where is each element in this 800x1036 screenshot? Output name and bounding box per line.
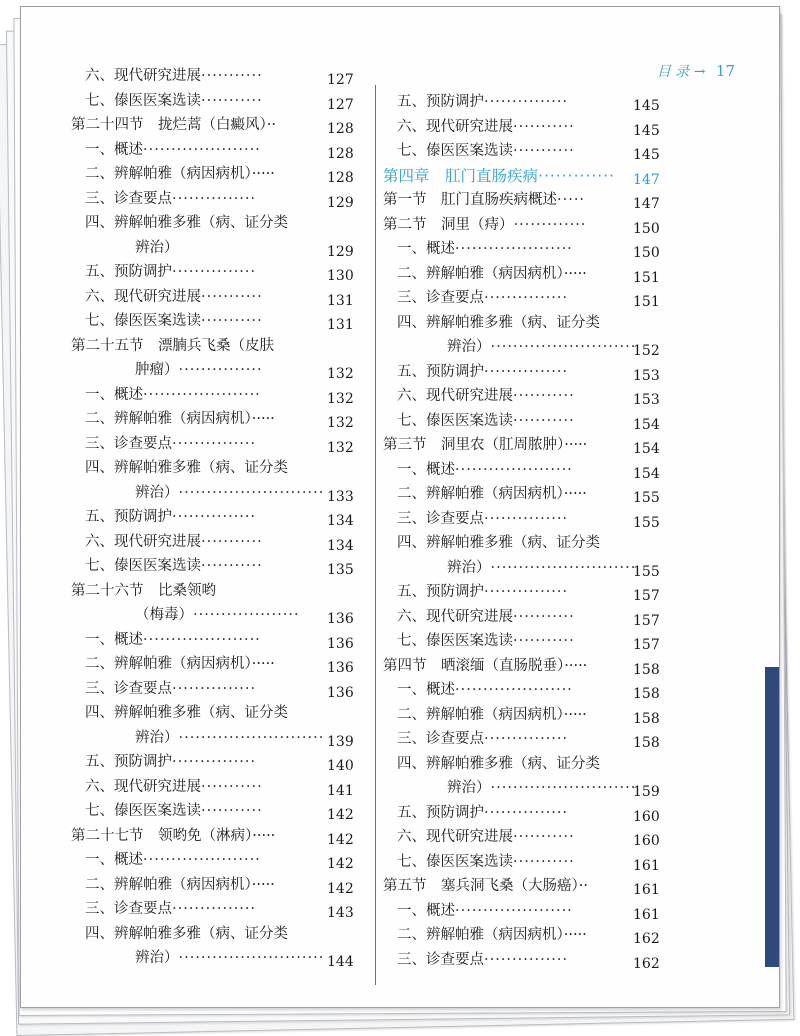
toc-page-number: 145 [633, 147, 660, 163]
toc-page-number: 145 [633, 122, 660, 139]
toc-page-number: 147 [633, 196, 660, 212]
toc-entry-text: 辨治） [135, 729, 179, 746]
toc-entry [85, 849, 261, 871]
toc-entry [85, 286, 263, 308]
toc-entry-text: 三、诊查要点 [85, 190, 172, 207]
toc-entry-text: 三、诊查要点 [397, 951, 484, 968]
toc-entry-text: 第二十五节 漂腩兵飞桑（皮肤 [71, 337, 274, 354]
toc-page-number: 142 [327, 831, 354, 848]
dot-leader: ··············· [172, 435, 257, 452]
toc-page-number: 129 [327, 194, 354, 211]
dot-leader: ··········· [201, 92, 263, 109]
dot-leader: ··············· [172, 509, 257, 525]
toc-entry [85, 776, 263, 798]
toc-page-number: 157 [633, 588, 660, 604]
toc-entry-text: 肿瘤） [135, 362, 179, 378]
toc-entry [397, 949, 568, 971]
dot-leader: ·························· [490, 559, 637, 576]
toc-entry-text: 六、现代研究进展 [85, 778, 201, 795]
dot-leader: ····················· [143, 852, 261, 868]
dot-leader: ··············· [172, 901, 257, 917]
dot-leader: ··············· [484, 290, 569, 306]
dot-leader: ··············· [484, 804, 569, 821]
toc-entry-text: 第二十六节 比桑领哟 [71, 582, 216, 599]
toc-entry [397, 483, 587, 505]
toc-entry [397, 826, 575, 848]
dot-leader: ··········· [513, 118, 575, 135]
toc-entry [135, 359, 263, 381]
toc-entry-text: 六、现代研究进展 [85, 68, 201, 84]
toc-entry [85, 261, 256, 283]
toc-page-number: 158 [633, 735, 660, 751]
toc-entry [71, 114, 276, 136]
toc-page-number: 155 [633, 514, 660, 531]
toc-entry [397, 238, 573, 260]
dot-leader: ·························· [178, 950, 325, 966]
toc-entry-text: 第二十四节 拢烂蒿（白癜风）·· [71, 117, 276, 133]
toc-page-number: 136 [327, 635, 354, 652]
toc-entry-text: 辨治） [135, 239, 179, 256]
toc-entry-text: 六、现代研究进展 [397, 388, 513, 404]
dot-leader: ··········· [201, 68, 263, 84]
toc-entry-text: 二、辨解帕雅（病因病机）····· [397, 265, 587, 282]
toc-entry-text: 三、诊查要点 [85, 435, 172, 452]
toc-entry-text: 一、概述 [85, 386, 143, 403]
dot-leader: ··········· [513, 412, 575, 429]
toc-page-number: 142 [327, 807, 354, 823]
toc-entry [397, 802, 568, 824]
toc-entry-text: 四、辨解帕雅多雅（病、证分类 [85, 215, 288, 231]
toc-entry [85, 384, 261, 406]
toc-entry [397, 312, 600, 334]
toc-page-number: 162 [633, 955, 660, 972]
toc-page-number: 143 [327, 905, 354, 921]
toc-entry [383, 875, 588, 897]
toc-page [20, 6, 780, 1008]
toc-page-number: 154 [633, 416, 660, 433]
dot-leader: ··········· [513, 388, 575, 404]
toc-entry [71, 825, 275, 847]
dot-leader: ··········· [201, 288, 263, 305]
toc-entry [397, 532, 600, 554]
toc-entry-text: 三、诊查要点 [397, 290, 484, 306]
edge-strip [765, 667, 779, 967]
toc-page-number: 154 [633, 441, 660, 457]
toc-page-number: 158 [633, 686, 660, 702]
toc-entry [397, 630, 575, 652]
toc-entry [85, 898, 256, 920]
toc-page-number: 144 [327, 954, 354, 970]
toc-entry [85, 433, 256, 455]
toc-entry [447, 557, 636, 579]
toc-entry [397, 679, 573, 701]
toc-page-number: 161 [633, 906, 660, 923]
toc-entry [85, 629, 261, 651]
toc-page-number: 159 [633, 784, 660, 800]
toc-entry [85, 702, 288, 724]
toc-entry [397, 91, 568, 113]
toc-entry [85, 506, 256, 528]
toc-page-number: 145 [633, 98, 660, 114]
toc-entry [397, 361, 568, 383]
toc-entry-text: 第四章 肛门直肠疾病 [383, 166, 539, 185]
toc-entry [383, 189, 585, 211]
dot-leader: ··············· [178, 362, 263, 378]
toc-entry [383, 655, 587, 677]
toc-entry-text: 五、预防调护 [397, 94, 484, 110]
toc-page-number: 150 [633, 245, 660, 261]
toc-entry [397, 924, 587, 946]
toc-entry-text: 六、现代研究进展 [85, 288, 201, 305]
toc-entry-text: 辨治） [447, 559, 491, 576]
toc-entry [397, 581, 568, 603]
toc-entry [383, 214, 586, 236]
dot-leader: ··············· [172, 680, 257, 697]
toc-entry-text: 一、概述 [85, 852, 143, 868]
toc-entry [85, 163, 275, 185]
dot-leader: ····················· [455, 461, 573, 478]
toc-entry-text: 第一节 肛门直肠疾病概述 [383, 192, 557, 208]
toc-entry [85, 531, 263, 553]
toc-entry [397, 753, 600, 775]
toc-page-number: 135 [327, 562, 354, 578]
dot-leader: ··············· [484, 951, 569, 968]
toc-entry [85, 678, 256, 700]
toc-entry [383, 434, 587, 456]
dot-leader: ··········· [513, 829, 575, 845]
dot-leader: ··············· [172, 754, 257, 770]
toc-entry [135, 947, 324, 969]
toc-entry [85, 874, 275, 896]
toc-entry [397, 704, 587, 726]
toc-entry-text: 四、辨解帕雅多雅（病、证分类 [85, 925, 288, 942]
dot-leader: ····················· [143, 631, 261, 648]
toc-page-number: 131 [327, 292, 354, 309]
toc-entry [85, 65, 263, 87]
toc-entry [397, 116, 575, 138]
toc-page-number: 134 [327, 513, 354, 529]
dot-leader: ············· [538, 166, 616, 185]
toc-page-number: 132 [327, 390, 354, 407]
toc-entry [85, 800, 263, 822]
toc-entry-text: 四、辨解帕雅多雅（病、证分类 [397, 535, 600, 551]
toc-entry-text: 一、概述 [397, 241, 455, 257]
toc-page-number: 155 [633, 563, 660, 580]
toc-page-number: 161 [633, 857, 660, 874]
toc-page-number: 141 [327, 782, 354, 799]
toc-entry [397, 410, 575, 432]
dot-leader: ····· [557, 192, 586, 208]
dot-leader: ·························· [178, 484, 325, 501]
toc-page-number: 152 [633, 343, 660, 359]
toc-page-number: 140 [327, 758, 354, 774]
toc-page-number: 132 [327, 439, 354, 456]
toc-entry [397, 728, 568, 750]
toc-entry-text: 二、辨解帕雅（病因病机）····· [85, 656, 275, 672]
toc-page-number: 128 [327, 121, 354, 137]
dot-leader: ··················· [193, 607, 300, 623]
toc-page-number: 147 [633, 171, 660, 188]
dot-leader: ··········· [201, 533, 263, 550]
toc-page-number: 160 [633, 808, 660, 825]
toc-page-number: 134 [327, 537, 354, 554]
toc-page-number: 127 [327, 96, 354, 113]
toc-page-number: 151 [633, 294, 660, 310]
toc-entry [397, 508, 568, 530]
toc-entry-text: 二、辨解帕雅（病因病机）····· [397, 486, 587, 502]
toc-page-number: 153 [633, 392, 660, 408]
toc-entry [397, 140, 575, 162]
toc-entry [71, 335, 274, 357]
toc-entry [85, 310, 263, 332]
toc-entry-text: 四、辨解帕雅多雅（病、证分类 [85, 705, 288, 721]
toc-entry-text: 二、辨解帕雅（病因病机）····· [397, 927, 587, 943]
toc-entry [397, 851, 575, 873]
toc-entry-text: 二、辨解帕雅（病因病机）····· [85, 876, 275, 893]
dot-leader: ··········· [201, 558, 263, 574]
toc-entry-text: 七、傣医医案选读 [85, 803, 201, 819]
dot-leader: ··········· [201, 313, 263, 329]
toc-page-number: 136 [327, 611, 354, 627]
toc-page-number: 128 [327, 145, 354, 162]
toc-entry [85, 212, 288, 234]
dot-leader: ····················· [143, 141, 261, 158]
toc-entry-text: 四、辨解帕雅多雅（病、证分类 [397, 314, 600, 331]
toc-entry-text: 一、概述 [85, 631, 143, 648]
toc-page-number: 129 [327, 243, 354, 260]
toc-entry-text: 六、现代研究进展 [397, 118, 513, 135]
toc-page-number: 142 [327, 880, 354, 897]
toc-page-number: 150 [633, 220, 660, 237]
toc-page-number: 153 [633, 367, 660, 384]
dot-leader: ··········· [513, 853, 575, 870]
dot-leader: ··············· [484, 510, 569, 527]
dot-leader: ··········· [513, 143, 575, 159]
toc-page-number: 158 [633, 710, 660, 727]
dot-leader: ··············· [484, 94, 569, 110]
toc-entry-text: 七、傣医医案选读 [397, 633, 513, 649]
dot-leader: ··············· [484, 363, 569, 380]
toc-page-number: 162 [633, 931, 660, 947]
toc-entry-text: 六、现代研究进展 [397, 608, 513, 625]
dot-leader: ····················· [455, 682, 573, 698]
toc-entry-text: 六、现代研究进展 [397, 829, 513, 845]
toc-entry-text: 一、概述 [85, 141, 143, 158]
toc-entry [85, 457, 288, 479]
toc-entry-text: 五、预防调护 [85, 264, 172, 280]
toc-entry-text: 第二节 洞里（痔） [383, 216, 514, 233]
toc-page-number: 127 [327, 72, 354, 88]
toc-page-number: 151 [633, 269, 660, 286]
toc-entry-text: 辨治） [447, 780, 491, 796]
dot-leader: ····················· [143, 386, 261, 403]
dot-leader: ··············· [484, 731, 569, 747]
toc-entry-text: 一、概述 [397, 461, 455, 478]
toc-entry [397, 263, 587, 285]
toc-page-number: 157 [633, 637, 660, 653]
dot-leader: ··········· [513, 633, 575, 649]
toc-entry-text: 六、现代研究进展 [85, 533, 201, 550]
dot-leader: ··········· [201, 778, 263, 795]
dot-leader: ··············· [172, 190, 257, 207]
toc-page-number: 128 [327, 170, 354, 186]
column-divider [375, 85, 376, 985]
toc-entry-text: 二、辨解帕雅（病因病机）····· [85, 411, 275, 427]
toc-entry-text: 七、傣医医案选读 [85, 92, 201, 109]
toc-entry-text: 四、辨解帕雅多雅（病、证分类 [85, 460, 288, 476]
toc-entry [135, 727, 324, 749]
toc-entry [135, 237, 179, 259]
toc-entry-text: 二、辨解帕雅（病因病机）····· [397, 706, 587, 723]
toc-entry [135, 482, 324, 504]
toc-entry-text: 辨治） [135, 950, 179, 966]
toc-entry-text: 三、诊查要点 [85, 901, 172, 917]
toc-entry-text: 一、概述 [397, 902, 455, 919]
toc-page-number: 132 [327, 415, 354, 431]
toc-entry-text: 七、傣医医案选读 [397, 853, 513, 870]
dot-leader: ····················· [455, 241, 573, 257]
page-header [657, 61, 735, 81]
toc-entry [85, 188, 256, 210]
toc-entry-text: 一、概述 [397, 682, 455, 698]
toc-entry [85, 751, 256, 773]
toc-page-number: 155 [633, 490, 660, 506]
toc-entry [85, 408, 275, 430]
toc-entry [85, 90, 263, 112]
toc-entry [397, 900, 573, 922]
dot-leader: ············· [513, 216, 587, 233]
dot-leader: ·························· [490, 780, 637, 796]
toc-entry [85, 653, 275, 675]
toc-page-number: 132 [327, 366, 354, 382]
toc-page-number: 158 [633, 661, 660, 678]
toc-entry-text: 五、预防调护 [397, 363, 484, 380]
toc-entry-text: 第五节 塞兵洞飞桑（大肠癌）·· [383, 878, 588, 894]
toc-entry [85, 923, 288, 945]
toc-entry-text: 五、预防调护 [85, 754, 172, 770]
toc-page-number: 154 [633, 465, 660, 482]
header-label: 目 录 [656, 64, 690, 80]
toc-entry-text: 七、傣医医案选读 [397, 143, 513, 159]
dot-leader: ··········· [513, 608, 575, 625]
toc-entry [85, 139, 261, 161]
toc-entry-text: 三、诊查要点 [397, 510, 484, 527]
toc-entry [447, 777, 636, 799]
toc-page-number: 157 [633, 612, 660, 629]
toc-page-number: 131 [327, 317, 354, 333]
arrow-icon: → [693, 64, 706, 80]
toc-page-number: 139 [327, 733, 354, 750]
toc-entry-text: 四、辨解帕雅多雅（病、证分类 [397, 755, 600, 772]
toc-entry-text: 五、预防调护 [397, 584, 484, 600]
toc-entry [71, 580, 216, 602]
toc-entry [397, 287, 568, 309]
page-number: 17 [715, 62, 735, 80]
dot-leader: ·························· [490, 339, 637, 355]
dot-leader: ····················· [455, 902, 573, 919]
toc-entry-text: 辨治） [447, 339, 491, 355]
toc-entry-text: 第二十七节 领哟免（淋病）····· [71, 827, 276, 844]
toc-entry [397, 459, 573, 481]
toc-entry-text: 五、预防调护 [397, 804, 484, 821]
toc-entry-text: 七、傣医医案选读 [85, 313, 201, 329]
dot-leader: ··············· [172, 264, 257, 280]
toc-entry-text: 七、傣医医案选读 [397, 412, 513, 429]
toc-page-number: 161 [633, 882, 660, 898]
toc-entry [397, 385, 575, 407]
toc-entry [85, 555, 263, 577]
toc-entry [447, 336, 636, 358]
chapter-title [383, 165, 615, 187]
toc-page-number: 130 [327, 268, 354, 284]
toc-entry-text: 二、辨解帕雅（病因病机）····· [85, 166, 275, 182]
toc-entry-text: 七、傣医医案选读 [85, 558, 201, 574]
toc-entry [135, 604, 300, 626]
dot-leader: ·························· [178, 729, 325, 746]
toc-entry-text: 第四节 晒滚缅（直肠脱垂）····· [383, 657, 588, 674]
toc-entry-text: 三、诊查要点 [85, 680, 172, 697]
toc-entry-text: 辨治） [135, 484, 179, 501]
toc-page-number: 142 [327, 856, 354, 872]
toc-page-number: 160 [633, 833, 660, 849]
toc-entry-text: 三、诊查要点 [397, 731, 484, 747]
toc-page-number: 136 [327, 684, 354, 701]
toc-entry-text: （梅毒） [135, 607, 193, 623]
dot-leader: ··········· [201, 803, 263, 819]
toc-page-number: 133 [327, 488, 354, 505]
toc-page-number: 136 [327, 660, 354, 676]
toc-entry-text: 第三节 洞里农（肛周脓肿）····· [383, 437, 588, 453]
toc-entry-text: 五、预防调护 [85, 509, 172, 525]
toc-entry [397, 606, 575, 628]
dot-leader: ··············· [484, 584, 569, 600]
